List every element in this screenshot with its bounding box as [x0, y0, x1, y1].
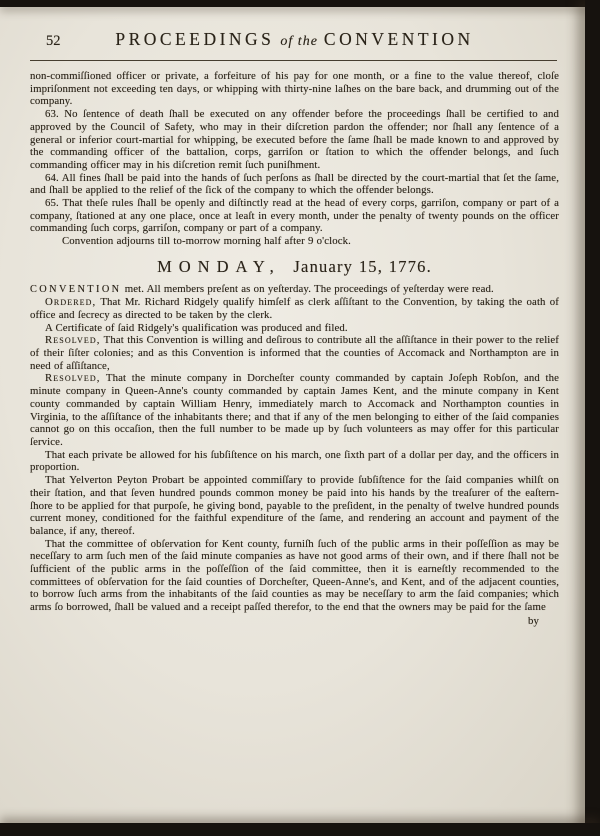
paragraph [30, 283, 559, 297]
paragraph: That each private be allowed for his ſubſiſtence on his march, one ſixth part of a dollar per day, and the officers in proportion. [30, 448, 559, 474]
running-title-left: PROCEEDINGS [115, 29, 275, 49]
paragraph-text: That this Convention is willing and deſirous to contribute all the aſſiſtance in their power to the relief of their ſiſter colonies; and as this Convention is informed that the counties of Accomack and Northampton are in need of aſſiſtance, [30, 334, 559, 372]
paragraph: A Certificate of ſaid Ridgely's qualification was produced and filed. [45, 321, 348, 334]
scan-edge-bottom [0, 823, 600, 836]
running-title [30, 29, 559, 50]
running-title-middle: of the [280, 34, 318, 49]
session-heading-date: January 15, 1776. [293, 256, 432, 276]
scan-edge-right [585, 0, 600, 836]
session-heading [30, 256, 559, 276]
adjournment-line: Convention adjourns till to-morrow morning half after 9 o'clock. [62, 235, 351, 248]
page-header [30, 29, 559, 55]
paragraph [30, 296, 559, 321]
paragraph-text: That Mr. Richard Ridgely qualify himſelf as clerk aſſiſtant to the Convention, by taking the oath of office and ſecrecy as directed to be taken by the clerk. [30, 296, 559, 321]
running-title-right: CONVENTION [323, 29, 474, 49]
paragraph-lead: Ordered, [45, 296, 97, 309]
paragraph: 65. That theſe rules ſhall be openly and diſtinctly read at the head of every corps, garriſon, company or part of a company, ſtationed at any one place, once at leaſt in every month, under the penalty of twenty pounds on the officer commanding ſuch corps, garriſon, company or part of a company. [30, 197, 559, 235]
paragraph: 64. All fines ſhall be paid into the hands of ſuch perſons as ſhall be directed by the court-martial that ſet the ſame, and ſhall be applied to the relief of the ſick of the company to which the offender belongs. [30, 171, 559, 197]
catchword: by [528, 614, 539, 627]
paragraph-lead: Resolved, [45, 372, 101, 385]
paragraph-text: That the minute company in Dorcheſter county commanded by captain Joſeph Robſon, and the minute company in Queen-Anne's county commanded by captain James Kent, and the minute company in Kent county commanded by captain William Henry, immediately march to Accomack and Northampton counties in Virginia, to the aſſiſtance of the inhabitants there; and that if any of the men belonging to either of the ſaid companies cannot go on this occaſion, then the full number to be made up by ſuch volunteers as may offer for this particular ſervice. [30, 372, 559, 448]
paragraph: non-commiſſioned officer or private, a forfeiture of his pay for one month, or a fine to the value thereof, cloſe impriſonment not exceeding ten days, or whipping with thirty-nine laſhes on the bare back, and drumming out of the company. [30, 70, 559, 108]
header-rule [30, 60, 557, 61]
paragraph: That the committee of obſervation for Kent county, furniſh ſuch of the public arms in their poſſeſſion as may be neceſſary to arm ſuch men of the ſaid minute companies as have not good arms of their own, and if there ſhall not be ſufficient of the public arms in the poſſeſſion of the ſaid committee, then it is earneſtly recommended to the committees of obſervation for the ſaid counties of Dorcheſter, Queen-Anne's, and Kent, and of the adjacent counties, to borrow ſuch arms from the inhabitants of the ſaid counties as may be neceſſary to arm the ſaid companies; which arms ſo borrowed, ſhall be valued and a receipt paſſed therefor, to the end that the owners may be paid for the ſame [30, 537, 559, 614]
paragraph [30, 334, 559, 372]
paragraph: That Yelverton Peyton Probart be appointed commiſſary to provide ſubſiſtence for the ſaid companies whilſt on their ſtation, and that ſeven hundred pounds common money be paid into his hands by the treaſurer of the eaſtern-ſhore to be applied for that purpoſe, he giving bond, payable to the preſident, in the penalty of twelve hundred pounds current money, conditioned for the faithful expenditure of the ſame, and rendering an account and payment of the balance, if any, thereof. [30, 474, 559, 537]
page-body [30, 70, 559, 628]
paragraph-lead: CONVENTION [30, 283, 122, 295]
page-number: 52 [46, 33, 61, 49]
paragraph-lead: Resolved, [45, 334, 101, 347]
paragraph: 63. No ſentence of death ſhall be executed on any offender before the proceedings ſhall be certified to and approved by the Council of Safety, who may in their diſcretion pardon the offender; nor ſhall any ſentence of a general or inferior court-martial for whipping, be executed before the ſame ſhall be made known to and approved by the commanding officer of the battalion, corps, garriſon or ſtation to which the offender belongs, and ſuch commanding officer may in his diſcretion remit ſuch puniſhment. [30, 108, 559, 171]
paragraph-text: met. All members preſent as on yeſterday. The proceedings of yeſterday were read. [121, 282, 494, 295]
page [0, 7, 585, 823]
session-heading-day: MONDAY, [157, 256, 281, 276]
scan-edge-top [0, 0, 600, 7]
paragraph [30, 372, 559, 448]
